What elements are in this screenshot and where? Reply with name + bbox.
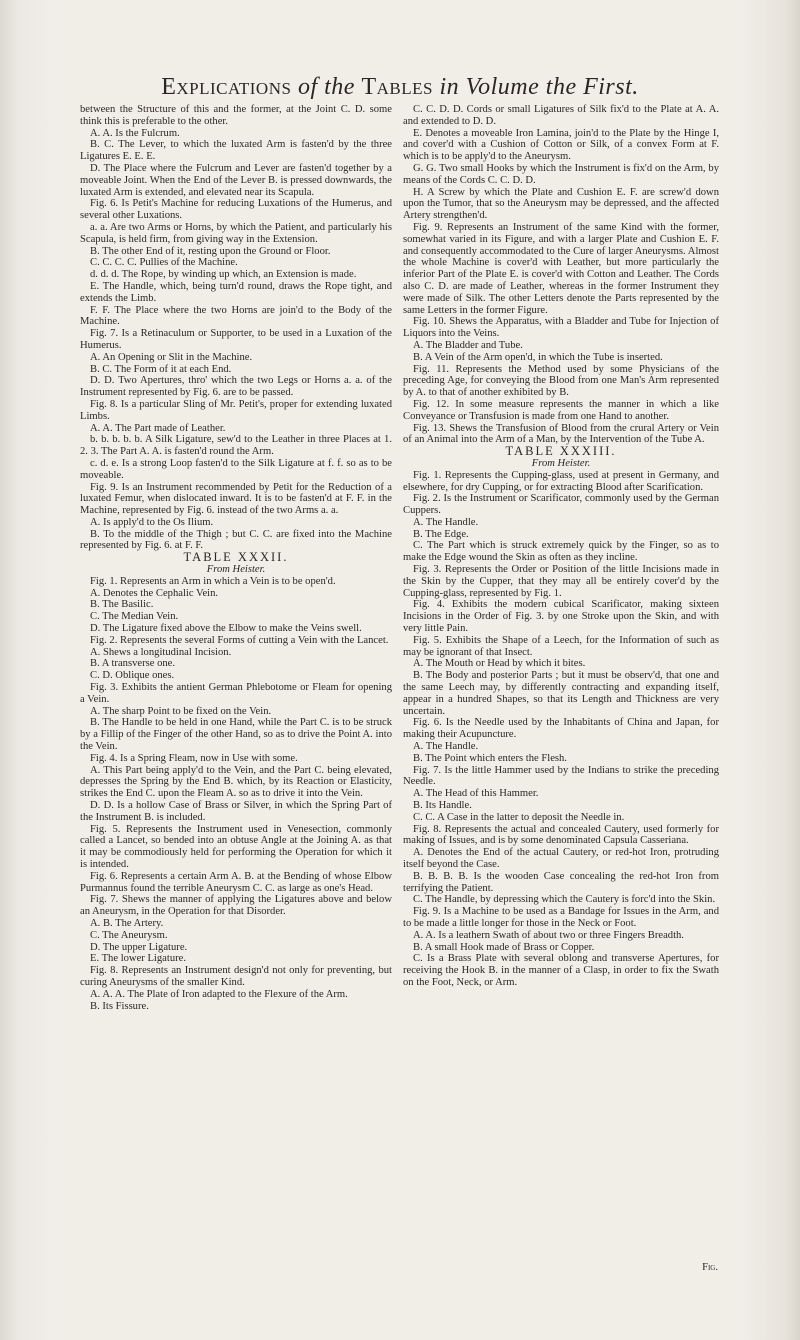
paragraph: B. Its Fissure. <box>90 1000 149 1012</box>
paragraph: B. To the middle of the Thigh ; but C. C. are fixed into the Machine represented by Fig. 6. at F. F. <box>80 528 392 552</box>
paragraph: D. D. Is a hollow Case of Brass or Silver, in which the Spring Part of the Instrument B. is included. <box>80 800 392 823</box>
header-volume: in Volume the First. <box>432 74 639 100</box>
paragraph: A. The Mouth or Head by which it bites. <box>413 658 586 670</box>
paragraph: Fig. 6. Is the Needle used by the Inhabitants of China and Japan, for making their Acupuncture. <box>403 717 719 741</box>
paragraph: Fig. 8. Represents an Instrument design'd not only for preventing, but curing Aneurysms of the smaller Kind. <box>80 965 392 988</box>
header-explications: Explications <box>161 74 292 100</box>
paragraph: A. Shews a longitudinal Incision. <box>90 646 232 658</box>
paragraph: B. B. B. B. Is the wooden Case concealing the red-hot Iron from terrifying the Patient. <box>403 870 719 894</box>
paragraph: A. Denotes the Cephalic Vein. <box>90 587 219 599</box>
paragraph: D. The Ligature fixed above the Elbow to make the Veins swell. <box>90 623 362 635</box>
paragraph: A. A. Is the Fulcrum. <box>90 127 180 139</box>
paragraph: D. The Place where the Fulcrum and Lever are fasten'd together by a moveable Joint. When the End of the Lever B. is pressed downwards, the luxated Arm is extended, and elevated near its Scapula. <box>80 162 392 198</box>
paragraph: B. The Edge. <box>413 528 469 540</box>
paragraph: B. The Handle to be held in one Hand, while the Part C. is to be struck by a Fillip of the Finger of the other Hand, so as to drive the Point A. into the Vein. <box>80 717 392 753</box>
paragraph: Fig. 13. Shews the Transfusion of Blood from the crural Artery or Vein of an Animal into the Arm of a Man, by the Intervention of the Tube A. <box>403 422 719 446</box>
header-of-the: of the <box>291 74 362 100</box>
paragraph: A. B. The Artery. <box>90 917 164 929</box>
paragraph: Fig. 9. Is a Machine to be used as a Bandage for Issues in the Arm, and to be made a little longer for those in the Neck or Foot. <box>403 906 719 929</box>
paragraph: B. The Point which enters the Flesh. <box>413 752 567 764</box>
paragraph: B. The Body and posterior Parts ; but it must be observ'd, that one and the same Leech may, by differently contracting and expanding itself, appear in a hundred Shapes, so that its Length and Thickness are very uncertain. <box>403 670 719 717</box>
paragraph: Fig. 3. Represents the Order or Position of the little Incisions made in the Skin by the Cupper, that they may all be entirely cover'd by the Cupping-glass, represented by Fig. 1. <box>403 564 719 599</box>
paragraph: B. A transverse one. <box>90 658 176 670</box>
paragraph: A. This Part being apply'd to the Vein, and the Part C. being elevated, depresses the Spring by the End B. which, by its Reaction or Elasticity, strikes the End C. upon the Fleam A. so as to drive it into the Vein. <box>80 764 392 800</box>
paragraph: Fig. 1. Represents the Cupping-glass, used at present in Germany, and elsewhere, for dry Cupping, or for extracting Blood after Scarification. <box>403 469 719 493</box>
paragraph: E. Denotes a moveable Iron Lamina, join'd to the Plate by the Hinge I, and cover'd with a Cushion of Cotton or Silk, of a convex Form at F. which is to be apply'd to the Aneurysm. <box>403 127 719 163</box>
paragraph: A. A. Is a leathern Swath of about two or three Fingers Breadth. <box>413 929 684 941</box>
paragraph: Fig. 7. Shews the manner of applying the Ligatures above and below an Aneurysm, in the Operation for that Disorder. <box>80 894 392 918</box>
paragraph: B. A small Hook made of Brass or Copper. <box>413 941 595 953</box>
paragraph: E. The lower Ligature. <box>90 953 186 965</box>
paragraph: b. b. b. b. b. A Silk Ligature, sew'd to the Leather in three Places at 1. 2. 3. The Part A. A. is fasten'd round the Arm. <box>80 434 392 458</box>
paragraph: Fig. 5. Exhibits the Shape of a Leech, for the Information of such as may be ignorant of that Insect. <box>403 634 719 658</box>
right-column <box>403 104 719 989</box>
paragraph: between the Structure of this and the former, at the Joint C. D. some think this is preferable to the other. <box>80 104 392 127</box>
paragraph: Fig. 11. Represents the Method used by some Physicians of the preceding Age, for conveying the Blood from one Man's Arm represented by A. to that of another exhibited by B. <box>403 363 719 399</box>
paragraph: A. An Opening or Slit in the Machine. <box>90 351 253 363</box>
paragraph: Fig. 10. Shews the Apparatus, with a Bladder and Tube for Injection of Liquors into the Veins. <box>403 316 719 340</box>
paragraph: Fig. 3. Exhibits the antient German Phlebotome or Fleam for opening a Vein. <box>80 682 392 705</box>
paragraph: Fig. 6. Represents a certain Arm A. B. at the Bending of whose Elbow Purmannus found the terrible Aneurysm C. C. as large as one's Head. <box>80 870 392 894</box>
paragraph: A. Is apply'd to the Os Ilium. <box>90 516 214 528</box>
paragraph: Fig. 12. In some measure represents the manner in which a like Conveyance or Transfusion is made from one Hand to another. <box>403 398 719 422</box>
paragraph: C. C. C. C. Pullies of the Machine. <box>90 257 238 269</box>
paragraph: G. G. Two small Hooks by which the Instrument is fix'd on the Arm, by means of the Cords C. C. D. D. <box>403 162 719 186</box>
table-heading: TABLE XXXIII. <box>505 444 617 459</box>
paragraph: Fig. 5. Represents the Instrument used in Venesection, commonly called a Lancet, so bended into an obtuse Angle at the Joining A. as that it may be commodiously held for performing the Operation for which it is intended. <box>80 823 392 870</box>
left-column <box>80 104 392 1012</box>
paragraph: E. The Handle, which, being turn'd round, draws the Rope tight, and extends the Limb. <box>80 280 392 304</box>
paragraph: Fig. 7. Is the little Hammer used by the Indians to strike the preceding Needle. <box>403 764 719 788</box>
paragraph: A. The Head of this Hammer. <box>413 788 539 800</box>
paragraph: Fig. 7. Is a Retinaculum or Supporter, to be used in a Luxation of the Humerus. <box>80 328 392 351</box>
paragraph: H. A Screw by which the Plate and Cushion E. F. are screw'd down upon the Tumor, that so the Aneurysm may be depressed, and the affected Artery strengthen'd. <box>403 186 719 222</box>
paragraph: A. Denotes the End of the actual Cautery, or red-hot Iron, protruding itself beyond the Case. <box>403 847 719 870</box>
paragraph: B. A Vein of the Arm open'd, in which the Tube is inserted. <box>413 351 663 363</box>
paragraph: C. C. A Case in the latter to deposit the Needle in. <box>413 811 625 823</box>
paragraph: C. The Aneurysm. <box>90 929 168 941</box>
paragraph: B. Its Handle. <box>413 800 472 812</box>
paragraph: d. d. d. The Rope, by winding up which, an Extension is made. <box>90 269 357 281</box>
paragraph: Fig. 4. Is a Spring Fleam, now in Use with some. <box>90 752 298 764</box>
paragraph: Fig. 9. Is an Instrument recommended by Petit for the Reduction of a luxated Femur, when dislocated inward. It is to be fasten'd at F. F. in the Machine, represented by Fig. 6. instead of the two Arms a. a. <box>80 481 392 517</box>
paragraph: C. D. Oblique ones. <box>90 670 175 682</box>
paragraph: B. The other End of it, resting upon the Ground or Floor. <box>90 245 331 257</box>
paragraph: Fig. 2. Represents the several Forms of cutting a Vein with the Lancet. <box>90 634 389 646</box>
catchword: Fig. <box>702 1262 718 1273</box>
paragraph: B. The Basilic. <box>90 599 154 611</box>
paragraph: A. The Handle. <box>413 741 479 753</box>
paragraph: A. A. A. The Plate of Iron adapted to the Flexure of the Arm. <box>90 988 348 1000</box>
paragraph: Fig. 8. Represents the actual and concealed Cautery, used formerly for making of Issues, and is by some denominated Capsula Casseriana. <box>403 823 719 847</box>
paragraph: A. The sharp Point to be fixed on the Vein. <box>90 705 272 717</box>
paragraph: C. Is a Brass Plate with several oblong and transverse Apertures, for receiving the Hook B. in the manner of a Clasp, in order to fix the Swath on the Foot, Neck, or Arm. <box>403 953 719 988</box>
paragraph: C. C. D. D. Cords or small Ligatures of Silk fix'd to the Plate at A. A. and extended to D. D. <box>403 104 719 127</box>
header-tables: Tables <box>361 74 433 100</box>
paragraph: c. d. e. Is a strong Loop fasten'd to the Silk Ligature at f. f. so as to be moveable. <box>80 457 392 481</box>
paragraph: Fig. 6. Is Petit's Machine for reducing Luxations of the Humerus, and several other Luxations. <box>80 198 392 222</box>
paragraph: a. a. Are two Arms or Horns, by which the Patient, and particularly his Scapula, is held firm, from giving way in the Extension. <box>80 221 392 245</box>
paragraph: Fig. 1. Represents an Arm in which a Vein is to be open'd. <box>90 575 336 587</box>
table-source: From Heister. <box>206 564 266 576</box>
table-heading: TABLE XXXII. <box>183 550 289 565</box>
paragraph: A. A. The Part made of Leather. <box>90 422 226 434</box>
paragraph: F. F. The Place where the two Horns are join'd to the Body of the Machine. <box>80 304 392 328</box>
table-source: From Heister. <box>531 457 591 469</box>
paragraph: Fig. 9. Represents an Instrument of the same Kind with the former, somewhat varied in its Figure, and with a larger Plate and Cushion E. F. and consequently accommodated to the Cure of larger Aneurysms. Almost the whole Machine is cover'd with Leather, but more particularly the inferior Part of the Plate E. is cover'd with Cotton and Leather. The Cords also C. D. are made of Leather, whereas in the former Instrument they were made of Silk. The other Letters denote the Parts represented by the same Letters in the former Figure. <box>403 221 719 316</box>
paragraph: Fig. 4. Exhibits the modern cubical Scarificator, making sixteen Incisions in the Order of Fig. 3. by one Stroke upon the Skin, and with very little Pain. <box>403 599 719 635</box>
paragraph: A. The Handle. <box>413 516 479 528</box>
paragraph: A. The Bladder and Tube. <box>413 339 523 351</box>
paragraph: D. The upper Ligature. <box>90 941 188 953</box>
paragraph: B. C. The Lever, to which the luxated Arm is fasten'd by the three Ligatures E. E. E. <box>80 139 392 163</box>
paragraph: Fig. 8. Is a particular Sling of Mr. Petit's, proper for extending luxated Limbs. <box>80 398 392 422</box>
paragraph: Fig. 2. Is the Instrument or Scarificator, commonly used by the German Cuppers. <box>403 493 719 517</box>
paragraph: C. The Median Vein. <box>90 611 179 623</box>
page-header <box>0 74 800 101</box>
paragraph: B. C. The Form of it at each End. <box>90 363 232 375</box>
paragraph: C. The Part which is struck extremely quick by the Finger, so as to make the Edge wound the Skin as often as they incline. <box>403 540 719 564</box>
paragraph: D. D. Two Apertures, thro' which the two Legs or Horns a. a. of the Instrument represented by Fig. 6. are to be passed. <box>80 375 392 399</box>
paragraph: C. The Handle, by depressing which the Cautery is forc'd into the Skin. <box>413 894 716 906</box>
